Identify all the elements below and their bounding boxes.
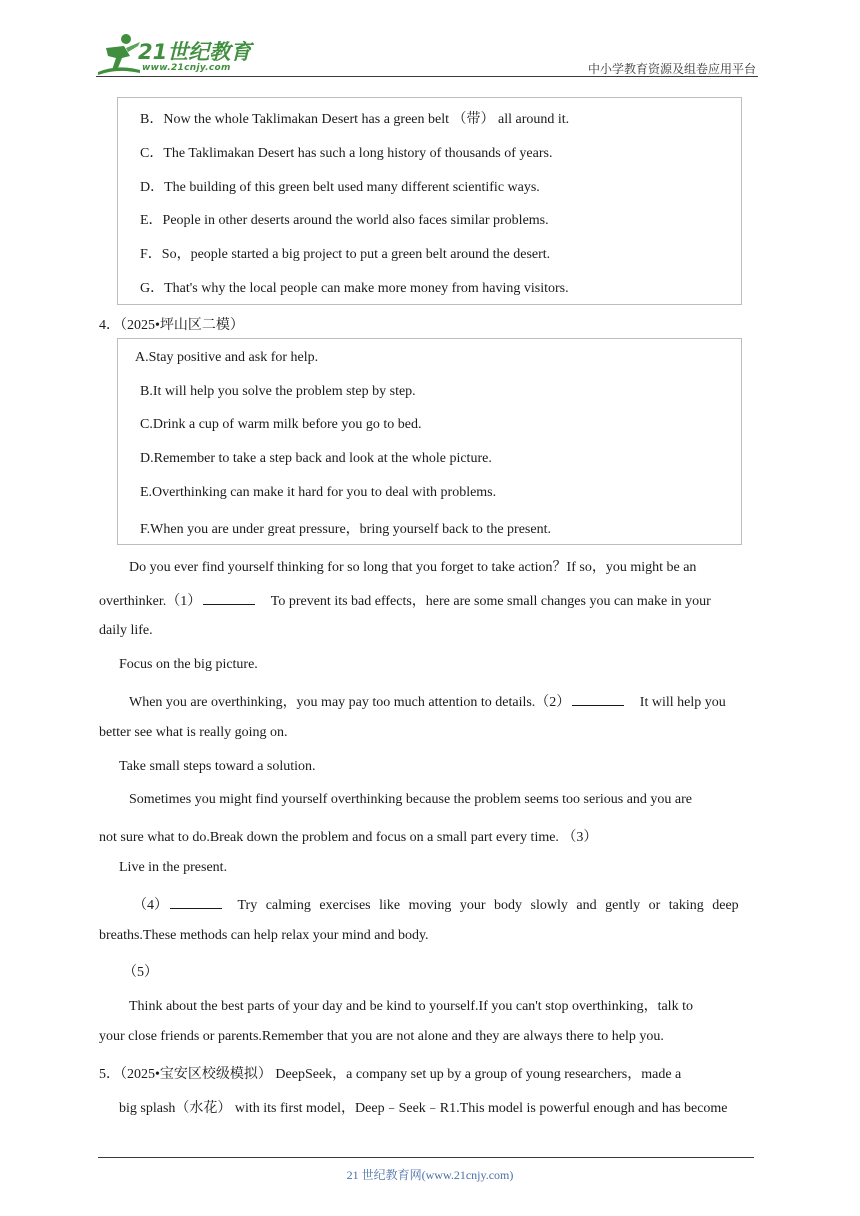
answer-blank-2[interactable] <box>572 693 624 706</box>
option-f: F．So，people started a big project to put a green belt around the desert. <box>140 247 551 262</box>
paragraph-3-line-2: not sure what to do.Break down the problem and focus on a small part every time. （3） <box>99 830 598 845</box>
option-d: D．The building of this green belt used many different scientific ways. <box>140 180 540 195</box>
option-a: A.Stay positive and ask for help. <box>135 350 319 365</box>
blank-5-label: （5） <box>123 965 158 980</box>
header-divider <box>96 76 758 77</box>
option-c: C．The Taklimakan Desert has such a long history of thousands of years. <box>140 146 553 161</box>
paragraph-3-line-1: Sometimes you might find yourself overthinking because the problem seems too serious and you are <box>129 792 692 807</box>
text-segment: It will help you <box>639 695 726 710</box>
option-f: F.When you are under great pressure，bring yourself back to the present. <box>140 522 551 537</box>
paragraph-2-line-1 <box>129 691 726 711</box>
heading-small-steps: Take small steps toward a solution. <box>119 759 316 774</box>
option-b: B.It will help you solve the problem step by step. <box>140 384 416 399</box>
option-b: B．Now the whole Taklimakan Desert has a green belt （带） all around it. <box>140 112 570 127</box>
question-5-line-1: 5．（2025•宝安区校级模拟） DeepSeek，a company set up by a group of young researchers，made a <box>99 1067 682 1082</box>
footer-divider <box>98 1157 754 1158</box>
answer-blank-4[interactable] <box>170 896 222 909</box>
paragraph-5-line-2: your close friends or parents.Remember that you are not alone and they are always there to help you. <box>99 1029 664 1044</box>
page-header <box>96 30 756 78</box>
question-5-line-2: big splash（水花） with its first model，Deep﹣Seek﹣R1.This model is powerful enough and has become <box>119 1101 728 1116</box>
option-c: C.Drink a cup of warm milk before you go to bed. <box>140 417 422 432</box>
text-segment: Try calming exercises like moving your body slowly and gently or taking deep <box>237 898 739 913</box>
heading-present: Live in the present. <box>119 860 228 875</box>
runner-logo-icon <box>96 34 142 76</box>
paragraph-2-line-2: better see what is really going on. <box>99 725 288 740</box>
paragraph-1-line-3: daily life. <box>99 623 153 638</box>
question-4-label: 4．（2025•坪山区二模） <box>99 318 244 333</box>
text-segment: When you are overthinking，you may pay too much attention to details.（2） <box>129 695 571 710</box>
paragraph-4-line-1 <box>133 894 739 914</box>
heading-focus: Focus on the big picture. <box>119 657 258 672</box>
option-g: G．That's why the local people can make more money from having visitors. <box>140 281 569 296</box>
options-box-q4 <box>117 338 742 545</box>
option-e: E．People in other deserts around the world also faces similar problems. <box>140 213 549 228</box>
page-footer: 21 世纪教育网(www.21cnjy.com) <box>346 1168 514 1182</box>
paragraph-4-line-2: breaths.These methods can help relax your mind and body. <box>99 928 429 943</box>
site-logo <box>96 34 266 76</box>
paragraph-5-line-1: Think about the best parts of your day and be kind to yourself.If you can't stop overthinking，talk to <box>129 999 693 1014</box>
options-box-q3 <box>117 97 742 305</box>
option-d: D.Remember to take a step back and look at the whole picture. <box>140 451 492 466</box>
paragraph-1-line-1: Do you ever find yourself thinking for so long that you forget to take action？If so，you might be an <box>129 560 697 575</box>
answer-blank-1[interactable] <box>203 592 255 605</box>
text-segment: overthinker.（1） <box>99 594 202 609</box>
text-segment: （4） <box>133 898 168 913</box>
text-segment: To prevent its bad effects，here are some small changes you can make in your <box>270 594 711 609</box>
platform-title: 中小学教育资源及组卷应用平台 <box>587 62 756 76</box>
logo-url-text: www.21cnjy.com <box>142 63 231 73</box>
logo-main-text: 21世纪教育 <box>138 40 252 64</box>
option-e: E.Overthinking can make it hard for you to deal with problems. <box>140 485 497 500</box>
paragraph-1-line-2 <box>99 590 711 610</box>
